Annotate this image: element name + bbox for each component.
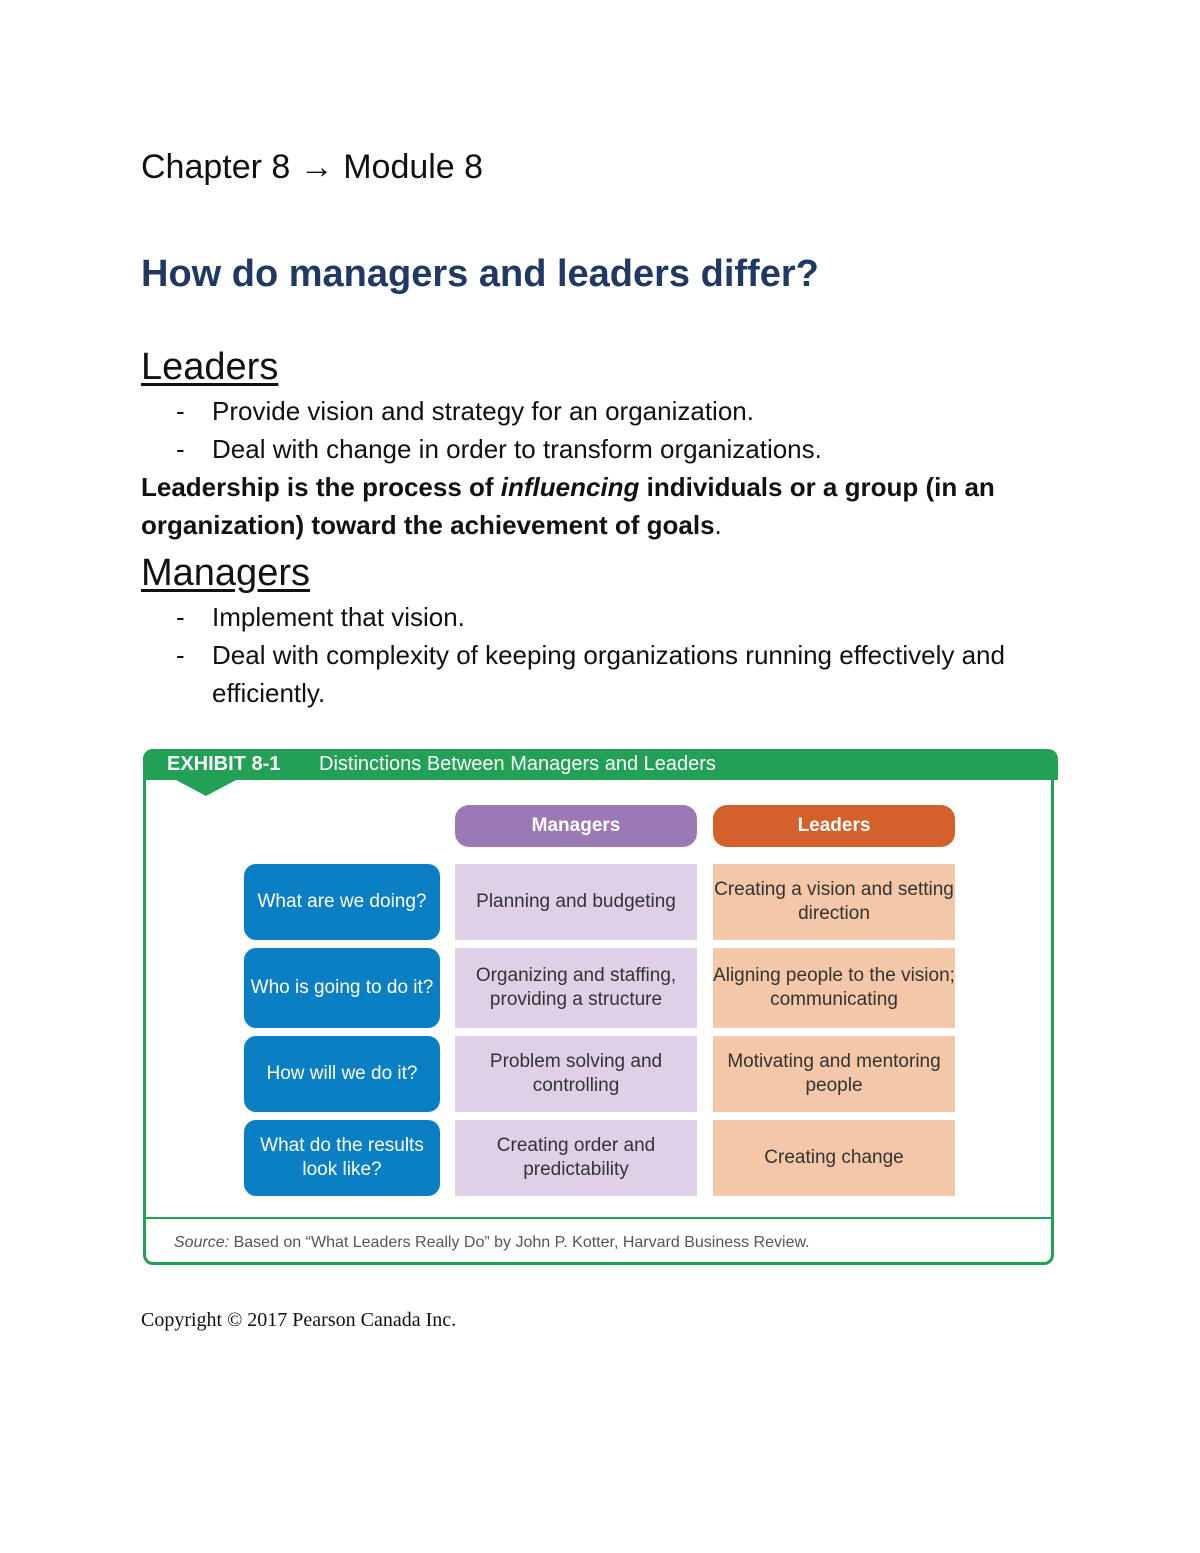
- source-label: Source:: [174, 1234, 230, 1251]
- managers-bullet-text: Deal with complexity of keeping organizations running effectively and efficiently.: [212, 640, 1005, 708]
- definition-text: Leadership is the process of: [141, 472, 501, 502]
- managers-cell: Creating order and predictability: [455, 1120, 697, 1196]
- definition-emphasis: influencing: [500, 472, 640, 502]
- leaders-cell: Creating change: [713, 1120, 955, 1196]
- list-item: [141, 392, 1061, 430]
- leaders-cell: Creating a vision and setting direction: [713, 864, 955, 940]
- exhibit-figure: [143, 749, 1054, 1265]
- leaders-bullet-text: Deal with change in order to transform organizations.: [212, 434, 822, 464]
- bullet-dash: -: [176, 602, 185, 632]
- managers-bullet-text: Implement that vision.: [212, 602, 465, 632]
- list-item: [141, 598, 1061, 636]
- leadership-definition: [141, 468, 1061, 544]
- managers-cell: Problem solving and controlling: [455, 1036, 697, 1112]
- question-cell: Who is going to do it?: [244, 948, 440, 1028]
- bullet-dash: -: [176, 434, 185, 464]
- list-item: [141, 430, 1061, 468]
- question-cell: What are we doing?: [244, 864, 440, 940]
- leaders-bullet-text: Provide vision and strategy for an organization.: [212, 396, 754, 426]
- leaders-heading: Leaders: [141, 346, 279, 388]
- bullet-dash: -: [176, 396, 185, 426]
- definition-text: individuals or a group (in an organization) toward the achievement of goals: [141, 472, 995, 540]
- exhibit-title-bar: [143, 749, 1058, 780]
- managers-column-header: Managers: [455, 805, 697, 847]
- source-divider: [146, 1217, 1051, 1219]
- managers-bullet-list: [141, 598, 1061, 712]
- exhibit-notch-decoration: [176, 780, 236, 796]
- list-item: [141, 636, 1061, 712]
- section-question-heading: How do managers and leaders differ?: [141, 253, 819, 295]
- exhibit-number: EXHIBIT 8-1: [167, 753, 281, 775]
- leaders-column-header: Leaders: [713, 805, 955, 847]
- leaders-cell: Motivating and mentoring people: [713, 1036, 955, 1112]
- copyright-notice: Copyright © 2017 Pearson Canada Inc.: [141, 1309, 457, 1331]
- definition-period: .: [714, 510, 722, 540]
- source-text: Based on “What Leaders Really Do” by John P. Kotter, Harvard Business Review.: [229, 1234, 810, 1251]
- chapter-title: Chapter 8 → Module 8: [141, 148, 484, 186]
- bullet-dash: -: [176, 640, 185, 670]
- question-cell: How will we do it?: [244, 1036, 440, 1112]
- exhibit-title: Distinctions Between Managers and Leaders: [319, 753, 716, 775]
- exhibit-source: [174, 1232, 810, 1254]
- managers-heading: Managers: [141, 552, 310, 594]
- leaders-cell: Aligning people to the vision; communicating: [713, 948, 955, 1028]
- question-cell: What do the results look like?: [244, 1120, 440, 1196]
- managers-cell: Planning and budgeting: [455, 864, 697, 940]
- managers-cell: Organizing and staffing, providing a structure: [455, 948, 697, 1028]
- leaders-bullet-list: [141, 392, 1061, 468]
